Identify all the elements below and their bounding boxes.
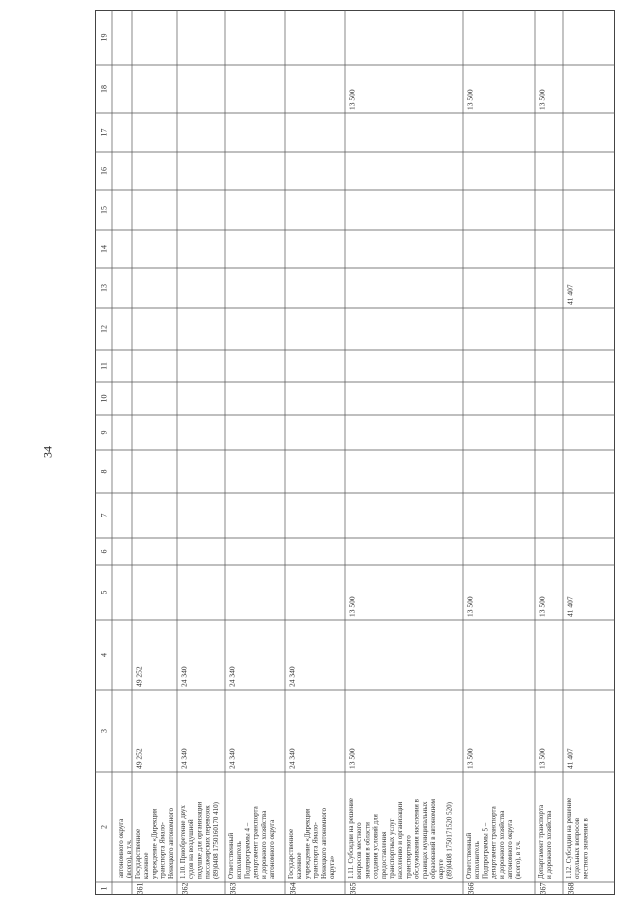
row-name-line: пассажирских перевозок [203, 805, 212, 879]
column-header: 12 [99, 325, 109, 333]
row-number: 364 [288, 882, 298, 895]
table-row [287, 666, 336, 894]
column-header: 11 [99, 362, 109, 370]
row-name-line: исполнитель [473, 841, 482, 879]
row-name-line: казенное [295, 852, 304, 879]
column-header: 1 [99, 886, 109, 891]
row-name-line: населению и организации [396, 801, 405, 879]
cell-value: 24 340 [227, 666, 237, 687]
row-name-line: 1.12. Субсидии на решение [565, 797, 573, 879]
column-header: 4 [99, 653, 109, 657]
row-name-line: департамент транспорта [489, 806, 498, 879]
column-header: 16 [99, 167, 109, 175]
row-name-line: Ответственный [465, 832, 473, 879]
table-row [134, 666, 175, 894]
cell-value: 13 500 [465, 596, 475, 617]
row-name-line: и дорожного хозяйства [497, 810, 506, 879]
cell-value: 13 500 [347, 748, 357, 769]
column-header: 18 [99, 85, 109, 93]
row-name-line: местного значения в [581, 818, 590, 879]
column-header: 6 [99, 549, 109, 554]
row-name-line: и дорожного хозяйства [259, 810, 268, 879]
column-header: 8 [99, 469, 109, 474]
continuation-text: (всего), в т.ч. [125, 839, 133, 878]
cell-value: 13 500 [537, 748, 547, 769]
row-name-line: транспортных услуг [388, 818, 396, 879]
cell-value: 49 252 [134, 748, 144, 769]
row-name-line: учреждение «Дирекция [303, 808, 312, 879]
cell-value: 49 252 [134, 666, 144, 687]
row-name-line: Департамент транспорта [537, 804, 545, 879]
cell-value: 13 500 [347, 596, 357, 617]
table-row [179, 666, 220, 894]
row-number: 363 [228, 882, 238, 895]
column-header: 2 [99, 825, 109, 829]
row-name-line: Ненецкого автономного [319, 808, 328, 879]
cell-value: 24 340 [179, 666, 189, 687]
row-name-line: образований в автономном [429, 798, 437, 879]
table-row [537, 89, 553, 894]
column-header: 10 [99, 394, 109, 403]
row-name-line: транспортного [404, 835, 413, 879]
row-name-line: автономного округа [506, 819, 514, 879]
row-name-line: Подпрограммы 5 – [481, 822, 490, 879]
cell-value: 24 340 [179, 748, 189, 769]
cell-value: 41 407 [565, 284, 575, 305]
row-number: 362 [180, 882, 190, 895]
row-name-line: исполнитель [235, 841, 244, 879]
row-name-line: (89)0408 1750171520 520) [445, 802, 454, 879]
row-name-line: отдельных вопросов [573, 817, 582, 879]
row-number: 361 [135, 882, 145, 895]
column-header: 19 [99, 33, 109, 42]
row-name-line: 1.10. Приобретение двух [179, 805, 187, 879]
row-number: 366 [466, 882, 476, 895]
row-name-line: округа» [328, 855, 336, 879]
table-row [465, 89, 522, 894]
cell-value: 41 407 [565, 748, 575, 769]
cell-value: 13 500 [537, 596, 547, 617]
row-name-line: значения в области [363, 822, 372, 879]
row-name-line: (всего), в т.ч. [514, 840, 523, 879]
cell-value: 24 340 [287, 666, 297, 687]
column-header: 7 [99, 513, 109, 518]
cell-value: 13 500 [465, 748, 475, 769]
budget-table [95, 10, 615, 895]
row-name-line: Подпрограммы 4 – [243, 822, 252, 879]
row-name-line: границах муниципальных [420, 801, 429, 879]
row-name-line: транспорта Ямало- [311, 822, 320, 879]
row-name-line: казенное [142, 852, 151, 879]
row-number: 367 [538, 882, 548, 895]
row-number: 368 [566, 882, 576, 895]
column-header: 5 [99, 590, 109, 595]
row-name-line: Ненецкого автономного [166, 808, 175, 879]
row-name-line: Государственное [134, 828, 142, 879]
row-number: 365 [348, 882, 358, 895]
row-name-line: Ответственный [227, 832, 235, 879]
row-name-line: создания условий для [371, 814, 380, 879]
row-name-line: 1.11. Субсидии на решение [347, 798, 355, 879]
cell-value: 24 340 [227, 748, 237, 769]
row-name-line: округе [437, 859, 446, 879]
column-header: 9 [99, 430, 109, 435]
row-name-line: обслуживания населения в [412, 799, 421, 879]
continuation-text: автономного округа [117, 818, 125, 878]
row-name-line: Государственное [287, 828, 295, 879]
row-name-line: автономного округа [268, 819, 276, 879]
row-name-line: судов на воздушной [187, 819, 196, 879]
table-row [565, 284, 589, 894]
row-name-line: (89)0408 1750160170 410) [211, 802, 220, 879]
column-header: 15 [99, 206, 109, 214]
row-name-line: подушке для организации [195, 801, 204, 879]
row-name-line: учреждение «Дирекция [150, 808, 159, 879]
row-name-line: предоставления [379, 831, 388, 879]
column-header: 17 [99, 128, 109, 137]
budget-table-grid [95, 10, 615, 895]
cell-value: 13 500 [537, 89, 547, 110]
column-header: 13 [99, 284, 109, 292]
cell-value: 24 340 [287, 748, 297, 769]
table-row [347, 89, 453, 894]
cell-value: 13 500 [347, 89, 357, 110]
row-name-line: и дорожного хозяйства [545, 810, 554, 879]
column-header: 3 [99, 729, 109, 733]
cell-value: 41 407 [565, 596, 575, 617]
column-header: 14 [99, 245, 109, 253]
row-name-line: вопросов местного [355, 822, 364, 879]
row-name-line: транспорта Ямало- [158, 822, 167, 879]
page-number: 34 [40, 446, 55, 458]
table-row [227, 666, 276, 894]
row-name-line: департамент транспорта [251, 806, 260, 879]
cell-value: 13 500 [465, 89, 475, 110]
